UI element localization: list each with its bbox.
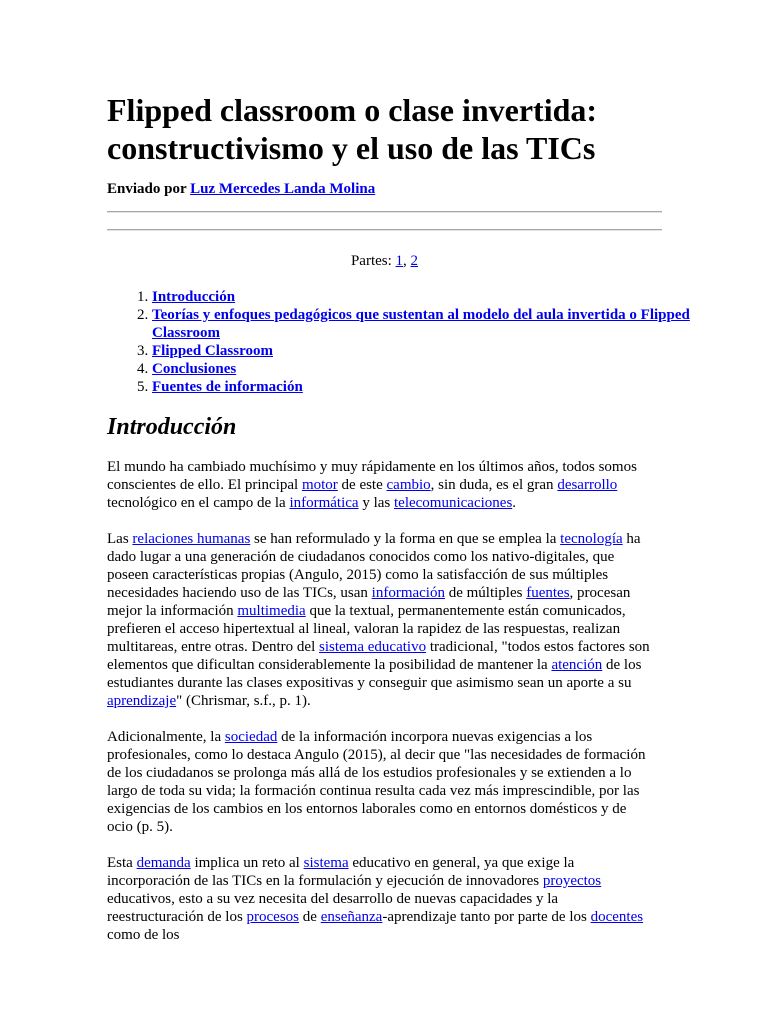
paragraph-text: Adicionalmente, la (107, 729, 225, 745)
inline-link[interactable]: información (371, 585, 445, 601)
paragraph-text: educativo en general, ya que exige la incorporación de las TICs en la formulación y ejecución de innovadores (107, 855, 575, 889)
paragraph-text: tradicional, "todos estos factores son elementos que dificultan considerablemente la posibilidad de mantener la (107, 639, 650, 673)
inline-link[interactable]: procesos (246, 909, 300, 925)
body-paragraph (107, 728, 655, 836)
article-body (107, 458, 655, 962)
inline-link[interactable]: sociedad (224, 729, 278, 745)
paragraph-text: de la información incorpora nuevas exigencias a los profesionales, como lo destaca Angulo (2015), al decir que "las necesidades de formación de los ciudadanos se prolonga más allá de los estudios profesionales y se extienden a lo largo de toda su vida; la formación continua resulta cada vez más imprescindible, por las exigencias de los cambios en los entornos laborales como en entornos domésticos y de ocio (p. 5). (107, 729, 646, 835)
inline-link[interactable]: demanda (136, 855, 191, 871)
body-paragraph (107, 530, 655, 710)
paragraph-text: . (512, 495, 517, 511)
paragraph-text: educativos, esto a su vez necesita del desarrollo de nuevas capacidades y la reestructuración de los (107, 891, 559, 925)
divider-bottom (107, 229, 662, 231)
body-paragraph (107, 854, 655, 944)
inline-link[interactable]: multimedia (237, 603, 306, 619)
article-title: Flipped classroom o clase invertida: constructivismo y el uso de las TICs (107, 92, 598, 166)
inline-link[interactable]: sistema (303, 855, 349, 871)
toc-link-introduccion[interactable]: Introducción (152, 289, 236, 305)
inline-link[interactable]: sistema educativo (319, 639, 427, 655)
paragraph-text: como de los (107, 927, 180, 943)
inline-link[interactable]: relaciones humanas (132, 531, 251, 547)
inline-link[interactable]: cambio (386, 477, 431, 493)
part-2-link[interactable]: 2 (410, 253, 419, 269)
paragraph-text: y las (358, 495, 394, 511)
paragraph-text: El mundo ha cambiado muchísimo y muy rápidamente en los últimos años, todos somos conscientes de ello. El principal (107, 459, 637, 493)
toc-item (152, 378, 697, 396)
inline-link[interactable]: fuentes (526, 585, 570, 601)
paragraph-text: " (Chrismar, s.f., p. 1). (176, 693, 311, 709)
parts-separator: , (403, 253, 411, 269)
divider-top (107, 211, 662, 213)
paragraph-text: de este (337, 477, 387, 493)
parts-pagination (107, 252, 662, 270)
author-link[interactable]: Luz Mercedes Landa Molina (190, 181, 376, 197)
toc-link-flipped-classroom[interactable]: Flipped Classroom (152, 343, 273, 359)
paragraph-text: ha dado lugar a una generación de ciudadanos conocidos como los nativo-digitales, que poseen características propias (Angulo, 2015) como la satisfacción de sus múltiples necesidades haciendo uso de las TICs, usan (107, 531, 641, 601)
toc-item (152, 342, 697, 360)
part-1-link[interactable]: 1 (395, 253, 404, 269)
inline-link[interactable]: proyectos (542, 873, 602, 889)
toc-link-conclusiones[interactable]: Conclusiones (152, 361, 237, 377)
inline-link[interactable]: enseñanza (320, 909, 383, 925)
paragraph-text: , sin duda, es el gran (430, 477, 558, 493)
paragraph-text: implica un reto al (190, 855, 304, 871)
paragraph-text: de los estudiantes durante las clases expositivas y conseguir que asimismo sean un aporte a su (107, 657, 642, 691)
inline-link[interactable]: telecomunicaciones (394, 495, 513, 511)
toc-item (152, 306, 697, 342)
parts-label: Partes: (350, 253, 392, 269)
toc-item (152, 288, 697, 306)
paragraph-text: de múltiples (444, 585, 527, 601)
byline-prefix: Enviado por (107, 181, 187, 197)
inline-link[interactable]: aprendizaje (107, 693, 177, 709)
toc-item (152, 360, 697, 378)
toc-link-teorias[interactable]: Teorías y enfoques pedagógicos que sustentan al modelo del aula invertida o Flipped Classroom (152, 307, 690, 341)
paragraph-text: -aprendizaje tanto por parte de los (382, 909, 591, 925)
paragraph-text: se han reformulado y la forma en que se emplea la (250, 531, 561, 547)
paragraph-text: Las (107, 531, 133, 547)
section-heading: Introducción (107, 414, 237, 440)
toc-link-fuentes[interactable]: Fuentes de información (152, 379, 303, 395)
body-paragraph (107, 458, 655, 512)
byline (107, 180, 375, 198)
paragraph-text: , procesan mejor la información (107, 585, 631, 619)
inline-link[interactable]: informática (289, 495, 359, 511)
inline-link[interactable]: tecnología (560, 531, 623, 547)
paragraph-text: que la textual, permanentemente están comunicados, prefieren el acceso hipertextual al lineal, valoran la rapidez de las respuestas, realizan multitareas, entre otras. Dentro del (107, 603, 626, 655)
inline-link[interactable]: docentes (590, 909, 644, 925)
inline-link[interactable]: motor (301, 477, 338, 493)
table-of-contents (107, 288, 697, 396)
paragraph-text: Esta (107, 855, 137, 871)
inline-link[interactable]: atención (551, 657, 603, 673)
inline-link[interactable]: desarrollo (557, 477, 618, 493)
paragraph-text: tecnológico en el campo de la (107, 495, 290, 511)
paragraph-text: de (299, 909, 321, 925)
